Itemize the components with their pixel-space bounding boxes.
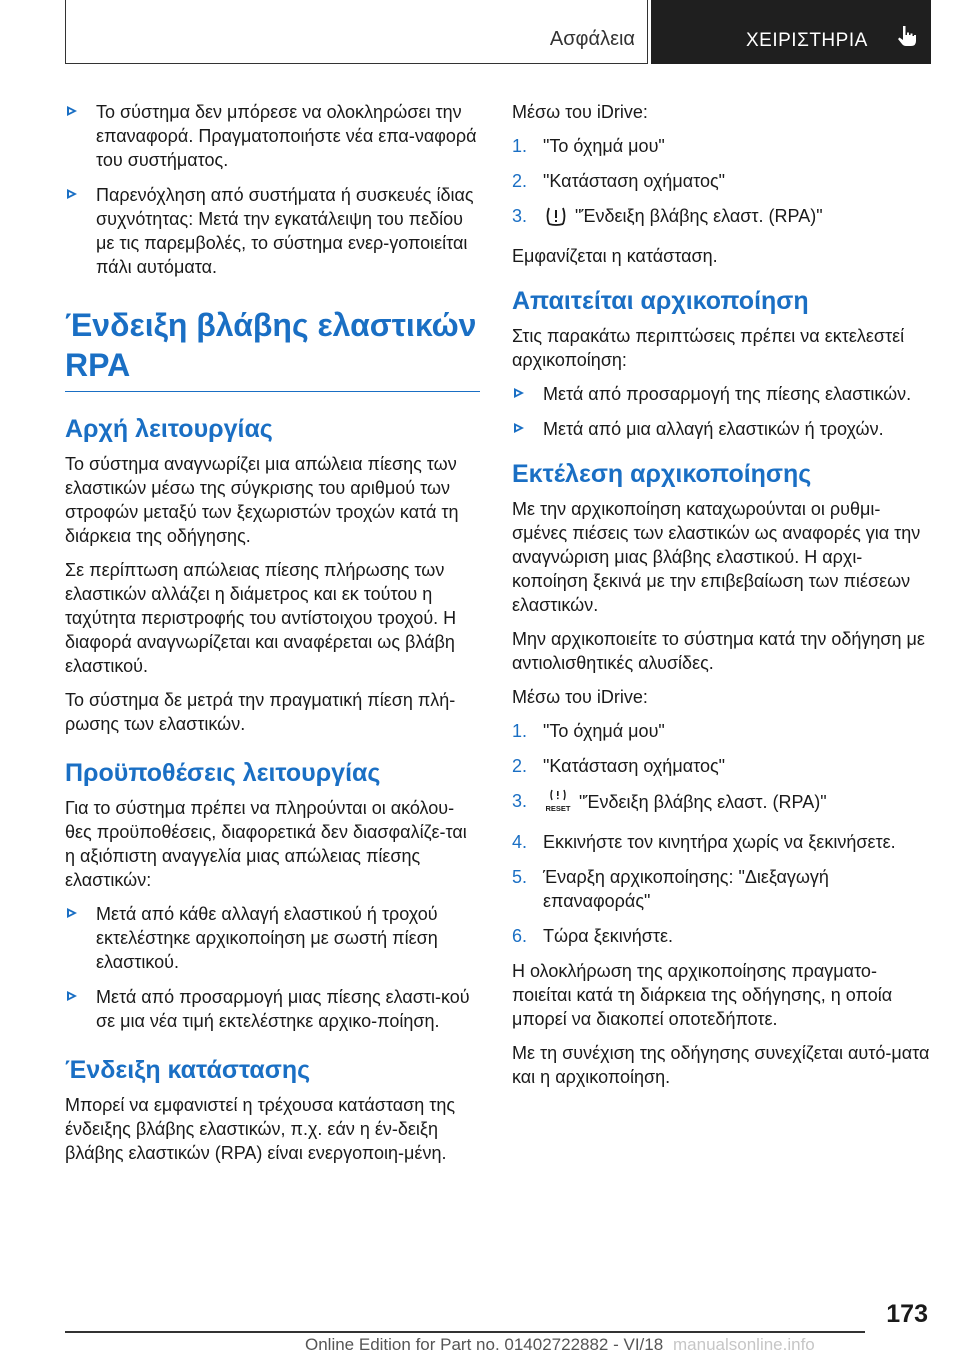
step-number: 1. bbox=[512, 721, 528, 741]
step-number: 3. bbox=[512, 791, 528, 811]
requirements-heading: Προϋποθέσεις λειτουργίας bbox=[65, 759, 381, 787]
paragraph: Μπορεί να εμφανιστεί η τρέχουσα κατάσταση της ένδειξης βλάβης ελαστικών, π.χ. εάν η έν-δειξη βλάβης ελαστικών (RPA) είναι ενεργοποιη-μένη. bbox=[65, 1095, 456, 1163]
list-item: 2. "Κατάσταση οχήματος" bbox=[512, 171, 726, 191]
triangle-bullet-icon bbox=[67, 908, 77, 918]
triangle-bullet-icon bbox=[514, 423, 524, 433]
paragraph: Μέσω του iDrive: bbox=[512, 102, 648, 122]
step-number: 1. bbox=[512, 136, 528, 156]
paragraph: Εμφανίζεται η κατάσταση. bbox=[512, 246, 718, 266]
list-item: 3. RESET "Ένδειξη βλάβης ελαστ. (RPA)" bbox=[512, 789, 930, 819]
paragraph: Με την αρχικοποίηση καταχωρούνται οι ρυθμι-σμένες πιέσεις των ελαστικών ως αναφορές για την αναγνώριση μιας βλάβης ελαστικού. Η αρχι-κοποίηση ξεκινά με την επιβεβαίωση των πιέσεων ελαστικών. bbox=[512, 499, 921, 615]
step-number: 2. bbox=[512, 756, 528, 776]
list-item: 3. "Ένδειξη βλάβης ελαστ. (RPA)" bbox=[512, 204, 930, 233]
list-item: Μετά από μια αλλαγή ελαστικών ή τροχών. bbox=[512, 417, 930, 441]
tire-reset-icon bbox=[543, 789, 573, 819]
function-heading: Αρχή λειτουργίας bbox=[65, 415, 273, 443]
step-number: 3. bbox=[512, 206, 528, 226]
right-column bbox=[512, 100, 930, 1099]
step-number: 4. bbox=[512, 832, 528, 852]
header-frame bbox=[65, 0, 648, 64]
list-item: Μετά από προσαρμογή της πίεσης ελαστικών. bbox=[512, 382, 930, 406]
intro-bullet-list bbox=[65, 100, 480, 279]
requirements-bullet-list bbox=[65, 902, 480, 1033]
footer-divider bbox=[65, 1331, 865, 1333]
list-item: 4. Εκκινήστε τον κινητήρα χωρίς να ξεκινήσετε. bbox=[512, 832, 896, 852]
page-number: 173 bbox=[886, 1300, 928, 1328]
step-number: 5. bbox=[512, 867, 528, 887]
paragraph: Μην αρχικοποιείτε το σύστημα κατά την οδήγηση με αντιολισθητικές αλυσίδες. bbox=[512, 629, 925, 673]
list-item: 1. "Το όχημά μου" bbox=[512, 721, 665, 741]
paragraph: Για το σύστημα πρέπει να πληρούνται οι ακόλου-θες προϋποθέσεις, διαφορετικά δεν διασφαλίζε-ται η αξιόπιστη αναγγελία μιας απώλειας πίεσης ελαστικών: bbox=[65, 798, 467, 890]
list-item: Μετά από κάθε αλλαγή ελαστικού ή τροχού εκτελέστηκε αρχικοποίηση με σωστή πίεση ελαστικού. bbox=[65, 902, 480, 974]
list-item: Μετά από προσαρμογή μιας πίεσης ελαστι-κού σε μια νέα τιμή εκτελέστηκε αρχικο-ποίηση. bbox=[65, 985, 480, 1033]
list-item: Παρενόχληση από συστήματα ή συσκευές ίδιας συχνότητας: Μετά την εγκατάλειψη του πεδίου με τις παρεμβολές, το σύστημα ενερ-γοποιείται πάλι αυτόματα. bbox=[65, 183, 480, 279]
triangle-bullet-icon bbox=[67, 991, 77, 1001]
init-required-bullet-list bbox=[512, 382, 930, 441]
status-heading: Ένδειξη κατάστασης bbox=[65, 1056, 311, 1084]
paragraph: Στις παρακάτω περιπτώσεις πρέπει να εκτελεστεί αρχικοποίηση: bbox=[512, 326, 905, 370]
paragraph: Το σύστημα δε μετρά την πραγματική πίεση πλή-ρωσης των ελαστικών. bbox=[65, 690, 456, 734]
triangle-bullet-icon bbox=[67, 106, 77, 116]
left-column bbox=[65, 100, 480, 1175]
tire-warning-icon bbox=[543, 205, 569, 233]
paragraph: Το σύστημα αναγνωρίζει μια απώλεια πίεσης των ελαστικών μέσω της σύγκρισης του αριθμού των στροφών μεταξύ των ξεχωριστών τροχών κατά τη διάρκεια της οδήγησης. bbox=[65, 454, 459, 546]
svg-text:RESET: RESET bbox=[545, 804, 571, 813]
idrive-steps-list bbox=[512, 134, 930, 233]
list-item: Το σύστημα δεν μπόρεσε να ολοκληρώσει την επαναφορά. Πραγματοποιήστε νέα επα-ναφορά του συστήματος. bbox=[65, 100, 480, 172]
init-steps-list bbox=[512, 719, 930, 948]
triangle-bullet-icon bbox=[67, 189, 77, 199]
paragraph: Σε περίπτωση απώλειας πίεσης πλήρωσης των ελαστικών αλλάζει η διάμετρος και εκ τούτου η ταχύτητα περιστροφής του αντίστοιχου τροχού. Η διαφορά αναγνωρίζεται και αναφέρεται ως βλάβη ελαστικού. bbox=[65, 560, 457, 676]
paragraph: Η ολοκλήρωση της αρχικοποίησης πραγματο-ποιείται κατά τη διάρκεια της οδήγησης, η οποία μπορεί να διακοπεί οποτεδήποτε. bbox=[512, 961, 893, 1029]
chapter-label: ΧΕΙΡΙΣΤΗΡΙΑ bbox=[746, 30, 868, 51]
edition-text: Online Edition for Part no. 01402722882 - VI/18 bbox=[305, 1335, 664, 1354]
list-item: 1. "Το όχημά μου" bbox=[512, 136, 665, 156]
paragraph: Με τη συνέχιση της οδήγησης συνεχίζεται αυτό-ματα και η αρχικοποίηση. bbox=[512, 1043, 930, 1087]
section-label: Ασφάλεια bbox=[549, 28, 635, 50]
list-item: 2. "Κατάσταση οχήματος" bbox=[512, 756, 726, 776]
perform-init-heading: Εκτέλεση αρχικοποίησης bbox=[512, 460, 812, 488]
watermark: manualsonline.info bbox=[673, 1335, 815, 1354]
list-item: 6. Τώρα ξεκινήστε. bbox=[512, 926, 674, 946]
step-number: 6. bbox=[512, 926, 528, 946]
list-item: 5. Έναρξη αρχικοποίησης: "Διεξαγωγή επαναφοράς" bbox=[512, 867, 829, 911]
paragraph: Μέσω του iDrive: bbox=[512, 687, 648, 707]
main-heading: Ένδειξη βλάβης ελαστικών RPA bbox=[65, 305, 480, 392]
chapter-tab bbox=[651, 0, 931, 64]
step-number: 2. bbox=[512, 171, 528, 191]
init-required-heading: Απαιτείται αρχικοποίηση bbox=[512, 287, 809, 315]
triangle-bullet-icon bbox=[514, 388, 524, 398]
pointing-hand-icon bbox=[895, 24, 919, 53]
